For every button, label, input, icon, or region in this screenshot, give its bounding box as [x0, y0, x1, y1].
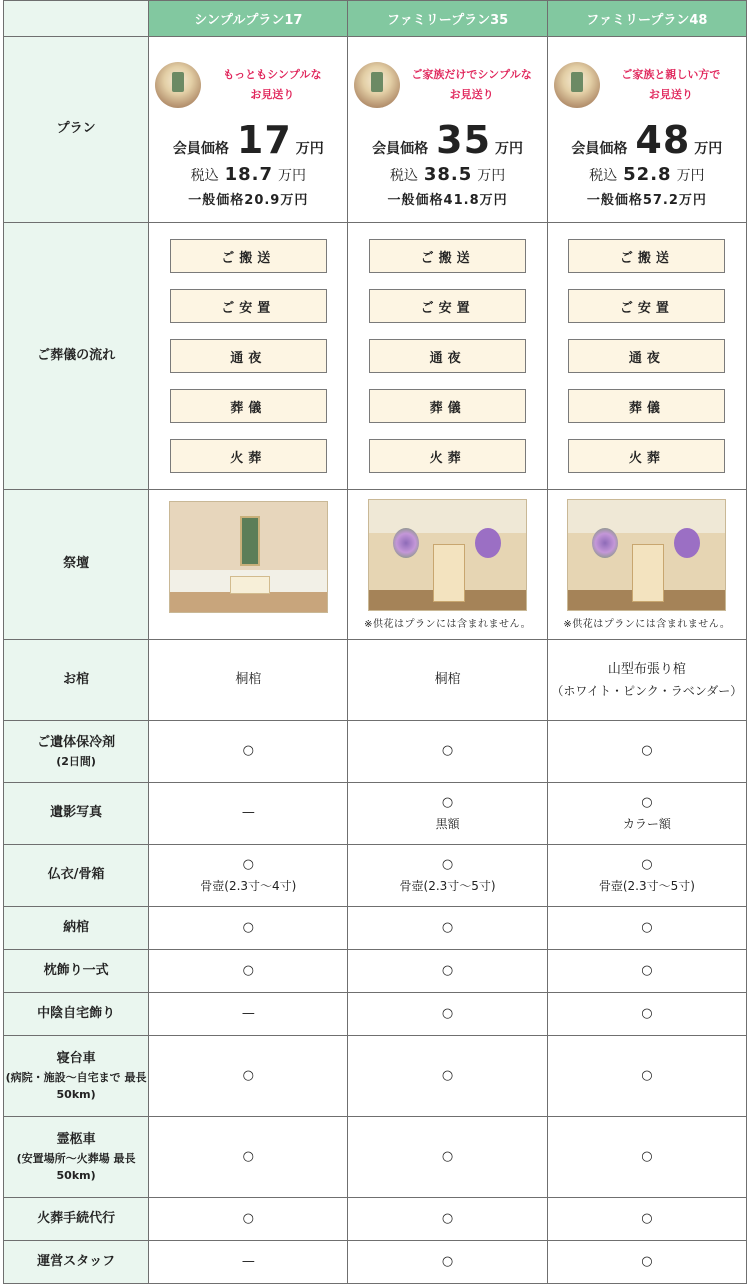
- included-mark: ○: [547, 993, 746, 1036]
- coffin-value: 山型布張り棺 （ホワイト・ピンク・ラベンダー）: [547, 640, 746, 721]
- included-mark: ○: [149, 950, 348, 993]
- altar-photo: [368, 499, 527, 611]
- cremation-proc-row: [4, 1198, 747, 1241]
- row-label-portrait: 遺影写真: [4, 783, 149, 845]
- altar-row: [4, 490, 747, 640]
- row-label-encoffin: 納棺: [4, 907, 149, 950]
- member-price: 会員価格 17 万円: [172, 117, 324, 162]
- included-mark: ○: [348, 1241, 547, 1284]
- portrait-row: [4, 783, 747, 845]
- altar-photo: [169, 501, 328, 613]
- altar-cell-family35: [348, 490, 547, 640]
- flow-step-funeral: 葬儀: [369, 389, 526, 423]
- plan-header-family48: ファミリープラン48: [547, 1, 746, 37]
- not-included-mark: —: [149, 993, 348, 1036]
- flow-step-wake: 通夜: [568, 339, 725, 373]
- plan-cell-family48: [547, 37, 746, 223]
- included-mark: ○: [348, 950, 547, 993]
- plan-thumbnail-image: [354, 62, 400, 108]
- altar-note: ※供花はプランには含まれません。: [364, 619, 532, 630]
- included-mark: ○: [149, 721, 348, 783]
- included-mark: ○: [149, 907, 348, 950]
- row-label-cremation-proc: 火葬手続代行: [4, 1198, 149, 1241]
- altar-photo: [567, 499, 726, 611]
- included-mark: ○: [348, 993, 547, 1036]
- plan-header-simple17: シンプルプラン17: [149, 1, 348, 37]
- row-label-bedcar: 寝台車 (病院・施設〜自宅まで 最長50km): [4, 1036, 149, 1117]
- flow-step-rest: ご安置: [568, 289, 725, 323]
- plan-tagline: ご家族だけでシンプルな お見送り: [411, 68, 532, 101]
- tax-price: 税込 18.7 万円: [190, 163, 307, 185]
- robe-urn-value: ○ 骨壺(2.3寸〜5寸): [348, 845, 547, 907]
- included-mark: ○: [348, 1198, 547, 1241]
- flow-step-cremation: 火葬: [170, 439, 327, 473]
- row-label-preservative: ご遺体保冷剤 (2日間): [4, 721, 149, 783]
- plan-thumbnail-image: [155, 62, 201, 108]
- plan-tagline: もっともシンプルな お見送り: [223, 68, 322, 101]
- row-label-altar: 祭壇: [4, 490, 149, 640]
- portrait-value: ○ 黒額: [348, 783, 547, 845]
- plan-cell-simple17: [149, 37, 348, 223]
- flow-step-rest: ご安置: [170, 289, 327, 323]
- general-price: 一般価格20.9万円: [188, 192, 309, 208]
- flow-cell-family48: [547, 223, 746, 490]
- included-mark: ○: [348, 721, 547, 783]
- plan-cell-family35: [348, 37, 547, 223]
- included-mark: ○: [547, 1198, 746, 1241]
- not-included-mark: —: [149, 783, 348, 845]
- included-mark: ○: [547, 1036, 746, 1117]
- coffin-row: [4, 640, 747, 721]
- included-mark: ○: [547, 1117, 746, 1198]
- row-label-home-deco: 中陰自宅飾り: [4, 993, 149, 1036]
- row-label-staff: 運営スタッフ: [4, 1241, 149, 1284]
- robe-urn-row: [4, 845, 747, 907]
- coffin-value: 桐棺: [149, 640, 348, 721]
- not-included-mark: —: [149, 1241, 348, 1284]
- coffin-value: 桐棺: [348, 640, 547, 721]
- header-row: [4, 1, 747, 37]
- row-label-coffin: お棺: [4, 640, 149, 721]
- tax-price: 税込 52.8 万円: [589, 163, 705, 185]
- flow-step-transport: ご搬送: [568, 239, 725, 273]
- robe-urn-value: ○ 骨壺(2.3寸〜5寸): [547, 845, 746, 907]
- plan-tagline: ご家族と親しい方で お見送り: [621, 68, 721, 101]
- pillow-row: [4, 950, 747, 993]
- included-mark: ○: [149, 1036, 348, 1117]
- flow-step-cremation: 火葬: [568, 439, 725, 473]
- row-label-plan: プラン: [4, 37, 149, 223]
- bedcar-row: [4, 1036, 747, 1117]
- altar-cell-family48: [547, 490, 746, 640]
- altar-note: ※供花はプランには含まれません。: [563, 619, 731, 630]
- row-label-flow: ご葬儀の流れ: [4, 223, 149, 490]
- flow-row: [4, 223, 747, 490]
- altar-cell-simple17: [149, 490, 348, 640]
- flow-step-transport: ご搬送: [369, 239, 526, 273]
- included-mark: ○: [149, 1117, 348, 1198]
- encoffin-row: [4, 907, 747, 950]
- general-price: 一般価格57.2万円: [586, 192, 707, 208]
- hearse-row: [4, 1117, 747, 1198]
- coffin-color-options: （ホワイト・ピンク・ラベンダー）: [551, 683, 743, 698]
- plan-comparison-table: [3, 0, 747, 1284]
- included-mark: ○: [547, 721, 746, 783]
- robe-urn-value: ○ 骨壺(2.3寸〜4寸): [149, 845, 348, 907]
- staff-row: [4, 1241, 747, 1284]
- included-mark: ○: [547, 907, 746, 950]
- general-price: 一般価格41.8万円: [387, 192, 508, 208]
- preservative-row: [4, 721, 747, 783]
- flow-step-rest: ご安置: [369, 289, 526, 323]
- header-corner: [4, 1, 149, 37]
- included-mark: ○: [547, 1241, 746, 1284]
- flow-step-wake: 通夜: [170, 339, 327, 373]
- tax-price: 税込 38.5 万円: [389, 163, 506, 185]
- included-mark: ○: [348, 1117, 547, 1198]
- flow-step-cremation: 火葬: [369, 439, 526, 473]
- plan-header-family35: ファミリープラン35: [348, 1, 547, 37]
- flow-cell-simple17: [149, 223, 348, 490]
- member-price: 会員価格 48 万円: [571, 117, 723, 162]
- home-deco-row: [4, 993, 747, 1036]
- portrait-value: ○ カラー額: [547, 783, 746, 845]
- included-mark: ○: [547, 950, 746, 993]
- flow-step-transport: ご搬送: [170, 239, 327, 273]
- row-label-robe-urn: 仏衣/骨箱: [4, 845, 149, 907]
- flow-step-wake: 通夜: [369, 339, 526, 373]
- flow-cell-family35: [348, 223, 547, 490]
- flow-step-funeral: 葬儀: [170, 389, 327, 423]
- plan-row: [4, 37, 747, 223]
- row-label-hearse: 霊柩車 (安置場所〜火葬場 最長50km): [4, 1117, 149, 1198]
- included-mark: ○: [348, 907, 547, 950]
- row-label-pillow: 枕飾り一式: [4, 950, 149, 993]
- included-mark: ○: [149, 1198, 348, 1241]
- included-mark: ○: [348, 1036, 547, 1117]
- plan-thumbnail-image: [554, 62, 600, 108]
- member-price: 会員価格 35 万円: [372, 117, 524, 162]
- flow-step-funeral: 葬儀: [568, 389, 725, 423]
